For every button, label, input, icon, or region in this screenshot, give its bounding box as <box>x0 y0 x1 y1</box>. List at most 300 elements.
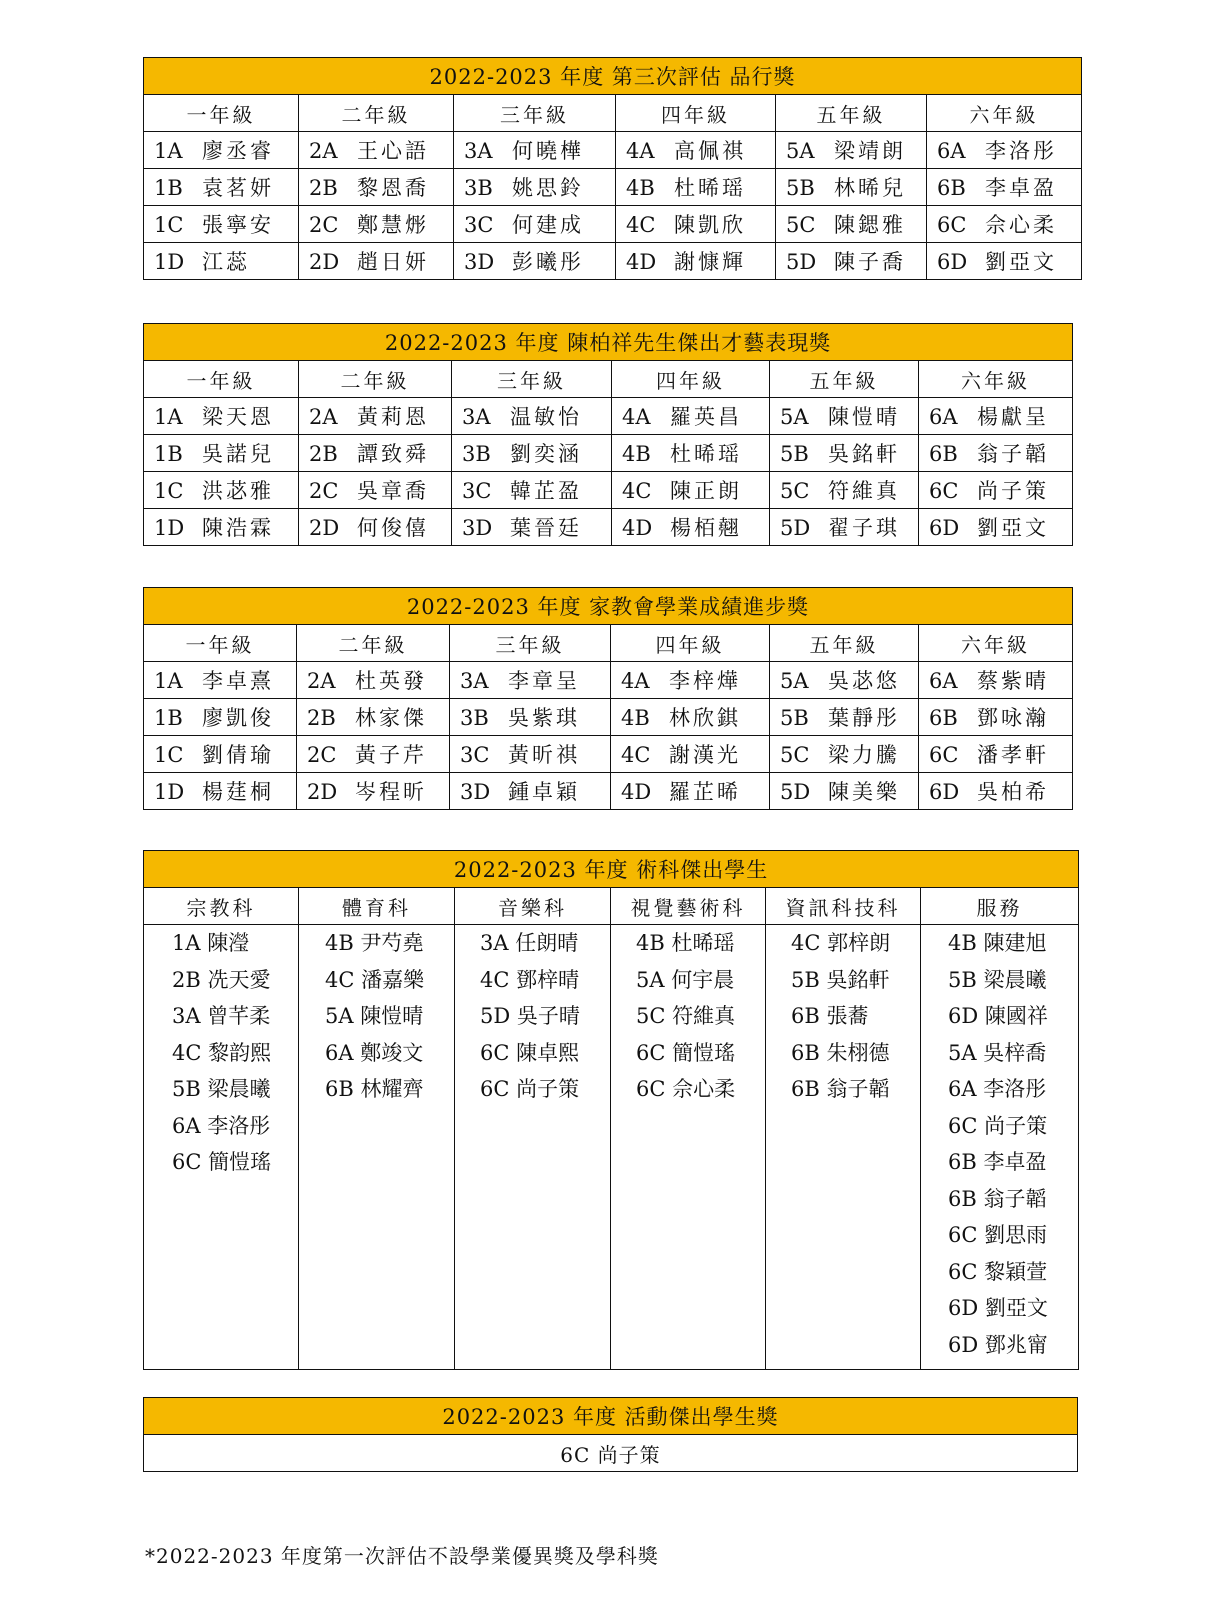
student-name: 吳諾兒 <box>202 442 274 466</box>
student-name: 劉奕涵 <box>510 442 582 466</box>
student-cell <box>144 169 299 206</box>
student-cell <box>616 132 776 169</box>
student-cell <box>299 509 452 546</box>
class-code: 2C <box>309 479 339 503</box>
table-row <box>144 773 1073 810</box>
footnote: *2022-2023 年度第一次評估不設學業優異獎及學科獎 <box>145 1544 659 1568</box>
student-cell <box>919 398 1073 435</box>
grade-header: 六年級 <box>919 361 1073 398</box>
class-code: 1C <box>154 213 184 237</box>
student-name: 尚子策 <box>977 479 1049 503</box>
class-code: 5B <box>780 706 809 730</box>
class-code: 1B <box>154 706 183 730</box>
subject-student: 6C 佘心柔 <box>636 1077 736 1101</box>
student-name: 葉晉廷 <box>510 516 582 540</box>
grade-header: 一年級 <box>144 361 299 398</box>
class-code: 3B <box>460 706 489 730</box>
class-code: 2B <box>307 706 336 730</box>
class-code: 4A <box>622 405 651 429</box>
table-title: 2022-2023 年度 活動傑出學生獎 <box>144 1398 1078 1435</box>
subject-student: 5A 吳梓喬 <box>948 1040 1047 1065</box>
class-code: 6A <box>937 139 966 163</box>
class-code: 5A <box>786 139 815 163</box>
grade-header: 六年級 <box>927 95 1082 132</box>
table-row <box>144 398 1073 435</box>
class-code: 5C <box>786 213 816 237</box>
class-code: 3C <box>460 743 490 767</box>
subject-header: 宗教科 <box>144 888 299 925</box>
class-code: 1C <box>154 743 184 767</box>
class-code: 3B <box>462 442 491 466</box>
student-name: 彭曦彤 <box>512 250 584 274</box>
subject-award-table <box>143 850 1079 1370</box>
grade-header: 三年級 <box>454 95 616 132</box>
subject-header: 體育科 <box>299 888 455 925</box>
student-cell <box>144 435 299 472</box>
table-row <box>144 662 1073 699</box>
table-row <box>144 472 1073 509</box>
student-cell <box>612 435 770 472</box>
student-name: 吳柏希 <box>977 780 1049 804</box>
table-title: 2022-2023 年度 術科傑出學生 <box>144 851 1079 888</box>
subject-student: 3A 任朗晴 <box>480 931 579 955</box>
student-name: 劉亞文 <box>977 516 1049 540</box>
student-name: 韓芷盈 <box>510 479 582 503</box>
student-name: 黃莉恩 <box>357 405 429 429</box>
student-cell <box>144 509 299 546</box>
class-code: 4D <box>626 250 657 274</box>
class-code: 5C <box>780 743 810 767</box>
student-cell <box>144 132 299 169</box>
grade-header: 五年級 <box>776 95 927 132</box>
class-code: 4C <box>626 213 656 237</box>
student-cell <box>454 132 616 169</box>
table-row <box>144 699 1073 736</box>
student-name: 劉倩瑜 <box>202 743 274 767</box>
student-cell <box>919 662 1073 699</box>
class-code: 1D <box>154 516 185 540</box>
class-code: 1D <box>154 250 185 274</box>
student-cell <box>299 243 454 280</box>
class-code: 6B <box>929 442 958 466</box>
student-cell <box>770 509 919 546</box>
student-cell <box>927 206 1082 243</box>
student-name: 蔡紫晴 <box>977 669 1049 693</box>
grade-header: 四年級 <box>616 95 776 132</box>
class-code: 5D <box>780 516 811 540</box>
student-name: 岑程昕 <box>355 780 427 804</box>
subject-student: 6A 李洛彤 <box>948 1077 1047 1101</box>
student-name: 何曉樺 <box>512 139 584 163</box>
class-code: 6D <box>929 780 960 804</box>
student-cell <box>299 472 452 509</box>
student-cell <box>919 509 1073 546</box>
student-name: 廖凱俊 <box>202 706 274 730</box>
student-cell <box>770 398 919 435</box>
student-name: 姚思鈴 <box>512 176 584 200</box>
student-name: 吳苾悠 <box>828 669 900 693</box>
student-name: 翟子琪 <box>828 516 900 540</box>
student-cell <box>776 243 927 280</box>
student-cell <box>927 243 1082 280</box>
table-row <box>144 736 1073 773</box>
activity-award-table <box>143 1397 1078 1472</box>
conduct-award-table <box>143 57 1082 280</box>
subject-student: 1A 陳瀅 <box>172 931 250 955</box>
student-name: 李卓熹 <box>202 669 274 693</box>
student-cell <box>299 169 454 206</box>
student-cell <box>770 699 919 736</box>
student-name: 江蕊 <box>202 250 250 274</box>
student-cell <box>776 206 927 243</box>
student-name: 羅英昌 <box>670 405 742 429</box>
student-name: 劉亞文 <box>985 250 1057 274</box>
student-name: 鄧咏瀚 <box>977 706 1049 730</box>
class-code: 3D <box>460 780 491 804</box>
grade-header: 三年級 <box>452 361 612 398</box>
class-code: 2A <box>307 669 336 693</box>
subject-student: 5B 梁晨曦 <box>948 967 1047 992</box>
subject-list <box>921 925 1079 1370</box>
subject-student: 4C 鄧梓晴 <box>480 967 580 992</box>
student-name: 林晞兒 <box>834 176 906 200</box>
student-cell <box>919 773 1073 810</box>
student-name: 黃子芹 <box>355 743 427 767</box>
subject-header: 音樂科 <box>455 888 611 925</box>
student-cell <box>616 206 776 243</box>
student-cell <box>927 169 1082 206</box>
subject-student: 5C 符維真 <box>636 1004 736 1028</box>
student-name: 譚致舜 <box>357 442 429 466</box>
subject-student: 5B 吳銘軒 <box>791 967 890 992</box>
class-code: 3D <box>462 516 493 540</box>
student-cell <box>616 243 776 280</box>
class-code: 3B <box>464 176 493 200</box>
student-cell <box>454 243 616 280</box>
student-cell <box>144 206 299 243</box>
subject-student: 5B 梁晨曦 <box>172 1077 271 1101</box>
student-name: 陳美樂 <box>828 780 900 804</box>
class-code: 5A <box>780 669 809 693</box>
student-name: 吳銘軒 <box>828 442 900 466</box>
class-code: 4B <box>621 706 650 730</box>
student-name: 佘心柔 <box>985 213 1057 237</box>
class-code: 2C <box>307 743 337 767</box>
student-cell <box>452 472 612 509</box>
student-name: 謝慷輝 <box>674 250 746 274</box>
grade-header: 二年級 <box>299 361 452 398</box>
class-code: 3D <box>464 250 495 274</box>
student-cell <box>144 773 297 810</box>
student-cell <box>919 435 1073 472</box>
student-cell <box>452 435 612 472</box>
subject-student: 6B 翁子韜 <box>791 1077 890 1101</box>
subject-student: 2B 冼天愛 <box>172 967 271 992</box>
grade-header: 三年級 <box>450 625 611 662</box>
student-cell <box>144 472 299 509</box>
subject-student: 6C 尚子策 <box>480 1077 580 1101</box>
student-cell <box>144 699 297 736</box>
class-code: 2D <box>307 780 338 804</box>
class-code: 2D <box>309 250 340 274</box>
class-code: 2D <box>309 516 340 540</box>
subject-student: 3A 曾芊柔 <box>172 1004 271 1028</box>
subject-header: 資訊科技科 <box>766 888 921 925</box>
student-name: 陳鍶雅 <box>834 213 906 237</box>
student-cell <box>454 169 616 206</box>
class-code: 5B <box>786 176 815 200</box>
table-row <box>144 169 1082 206</box>
class-code: 6B <box>929 706 958 730</box>
student-cell <box>299 398 452 435</box>
subject-student: 6D 陳國祥 <box>948 1004 1048 1028</box>
student-name: 李卓盈 <box>985 176 1057 200</box>
student-name: 林欣錤 <box>669 706 741 730</box>
class-code: 4A <box>621 669 650 693</box>
student-cell <box>612 509 770 546</box>
class-code: 5D <box>780 780 811 804</box>
class-code: 2C <box>309 213 339 237</box>
class-code: 4C <box>621 743 651 767</box>
activity-winner: 6C 尚子策 <box>144 1435 1078 1472</box>
subject-list <box>299 925 455 1370</box>
student-name: 廖丞睿 <box>202 139 274 163</box>
class-code: 4D <box>621 780 652 804</box>
student-cell <box>611 699 770 736</box>
class-code: 3A <box>464 139 493 163</box>
subject-student: 4B 杜晞瑶 <box>636 931 735 955</box>
student-name: 高佩祺 <box>674 139 746 163</box>
student-cell <box>299 132 454 169</box>
class-code: 3C <box>462 479 492 503</box>
class-code: 2B <box>309 442 338 466</box>
student-cell <box>297 773 450 810</box>
student-cell <box>612 472 770 509</box>
class-code: 2A <box>309 405 338 429</box>
student-name: 黎恩喬 <box>357 176 429 200</box>
student-name: 温敏怡 <box>510 405 582 429</box>
student-name: 李章呈 <box>508 669 580 693</box>
student-cell <box>299 435 452 472</box>
subject-student: 6D 劉亞文 <box>948 1296 1048 1320</box>
grade-header: 五年級 <box>770 625 919 662</box>
student-name: 洪苾雅 <box>202 479 274 503</box>
progress-award-table <box>143 587 1073 810</box>
student-cell <box>452 509 612 546</box>
grade-header: 一年級 <box>144 625 297 662</box>
student-cell <box>450 699 611 736</box>
subject-list <box>611 925 766 1370</box>
student-name: 鍾卓穎 <box>508 780 580 804</box>
subject-student: 6B 張蕎 <box>791 1004 869 1028</box>
table-title: 2022-2023 年度 第三次評估 品行獎 <box>144 58 1082 95</box>
subject-student: 6B 朱栩德 <box>791 1040 890 1065</box>
table-title: 2022-2023 年度 陳柏祥先生傑出才藝表現獎 <box>144 324 1073 361</box>
grade-header: 二年級 <box>297 625 450 662</box>
student-cell <box>612 398 770 435</box>
student-name: 梁力騰 <box>828 743 900 767</box>
class-code: 4B <box>626 176 655 200</box>
student-cell <box>144 662 297 699</box>
subject-student: 6B 林耀齊 <box>325 1077 424 1101</box>
subject-student: 6B 李卓盈 <box>948 1150 1047 1174</box>
student-cell <box>919 472 1073 509</box>
class-code: 1A <box>154 405 183 429</box>
subject-student: 6A 鄭竣文 <box>325 1040 424 1065</box>
student-cell <box>770 472 919 509</box>
class-code: 6B <box>937 176 966 200</box>
subject-student: 6C 劉思雨 <box>948 1223 1048 1247</box>
student-name: 陳凱欣 <box>674 213 746 237</box>
class-code: 5A <box>780 405 809 429</box>
student-name: 楊栢翹 <box>670 516 742 540</box>
student-name: 葉靜彤 <box>828 706 900 730</box>
student-name: 潘孝軒 <box>977 743 1049 767</box>
class-code: 1D <box>154 780 185 804</box>
subject-student: 4B 陳建旭 <box>948 931 1047 955</box>
student-cell <box>299 206 454 243</box>
class-code: 6D <box>937 250 968 274</box>
class-code: 2B <box>309 176 338 200</box>
class-code: 6C <box>929 743 959 767</box>
student-cell <box>919 699 1073 736</box>
student-name: 謝漢光 <box>669 743 741 767</box>
student-cell <box>770 662 919 699</box>
student-name: 翁子韜 <box>977 442 1049 466</box>
class-code: 1A <box>154 139 183 163</box>
grade-header: 五年級 <box>770 361 919 398</box>
subject-list <box>766 925 921 1370</box>
subject-student: 6C 簡愷瑤 <box>172 1150 272 1174</box>
subject-student: 5D 吳子晴 <box>480 1004 580 1028</box>
student-cell <box>611 736 770 773</box>
grade-header: 二年級 <box>299 95 454 132</box>
class-code: 5D <box>786 250 817 274</box>
subject-header: 服務 <box>921 888 1079 925</box>
class-code: 4B <box>622 442 651 466</box>
student-name: 楊莛桐 <box>202 780 274 804</box>
subject-student: 6B 翁子韜 <box>948 1186 1047 1211</box>
student-name: 黃昕祺 <box>508 743 580 767</box>
grade-header: 四年級 <box>612 361 770 398</box>
subject-student: 5A 陳愷晴 <box>325 1004 424 1028</box>
subject-student: 5A 何宇晨 <box>636 967 735 992</box>
student-cell <box>454 206 616 243</box>
student-cell <box>144 736 297 773</box>
class-code: 1B <box>154 176 183 200</box>
subject-student: 6C 簡愷瑤 <box>636 1040 736 1065</box>
class-code: 1A <box>154 669 183 693</box>
student-name: 楊獻呈 <box>977 405 1049 429</box>
student-name: 趙日妍 <box>357 250 429 274</box>
class-code: 6C <box>937 213 967 237</box>
class-code: 1C <box>154 479 184 503</box>
table-row <box>144 435 1073 472</box>
class-code: 2A <box>309 139 338 163</box>
class-code: 4A <box>626 139 655 163</box>
class-code: 3C <box>464 213 494 237</box>
student-name: 李洛彤 <box>985 139 1057 163</box>
subject-header: 視覺藝術科 <box>611 888 766 925</box>
student-name: 杜英發 <box>355 669 427 693</box>
student-name: 鄭慧烿 <box>357 213 429 237</box>
student-cell <box>450 662 611 699</box>
class-code: 3A <box>460 669 489 693</box>
class-code: 4C <box>622 479 652 503</box>
student-name: 何建成 <box>512 213 584 237</box>
subject-student: 6C 黎穎萱 <box>948 1259 1048 1284</box>
student-cell <box>919 736 1073 773</box>
table-row <box>144 243 1082 280</box>
class-code: 6A <box>929 405 958 429</box>
student-cell <box>297 662 450 699</box>
subject-student: 6D 鄧兆甯 <box>948 1332 1048 1357</box>
subject-student: 4B 尹芍堯 <box>325 931 424 955</box>
talent-award-table <box>143 323 1073 546</box>
grade-header: 六年級 <box>919 625 1073 662</box>
grade-header: 四年級 <box>611 625 770 662</box>
class-code: 6C <box>929 479 959 503</box>
student-cell <box>770 773 919 810</box>
class-code: 1B <box>154 442 183 466</box>
student-cell <box>616 169 776 206</box>
student-cell <box>297 699 450 736</box>
subject-list <box>455 925 611 1370</box>
class-code: 6A <box>929 669 958 693</box>
student-name: 李梓燁 <box>669 669 741 693</box>
student-cell <box>770 736 919 773</box>
student-cell <box>144 398 299 435</box>
student-name: 王心語 <box>357 139 429 163</box>
student-cell <box>611 773 770 810</box>
subject-student: 4C 潘嘉樂 <box>325 967 425 992</box>
subject-student: 6C 陳卓熙 <box>480 1040 580 1065</box>
student-cell <box>452 398 612 435</box>
table-title: 2022-2023 年度 家教會學業成績進步獎 <box>144 588 1073 625</box>
student-name: 張寧安 <box>202 213 274 237</box>
student-cell <box>611 662 770 699</box>
class-code: 5B <box>780 442 809 466</box>
student-name: 吳紫琪 <box>508 706 580 730</box>
student-name: 符維真 <box>828 479 900 503</box>
student-name: 陳子喬 <box>834 250 906 274</box>
student-cell <box>144 243 299 280</box>
student-name: 梁靖朗 <box>834 139 906 163</box>
student-name: 杜晞瑶 <box>670 442 742 466</box>
student-name: 杜晞瑶 <box>674 176 746 200</box>
subject-list <box>144 925 299 1370</box>
student-name: 何俊僖 <box>357 516 429 540</box>
class-code: 6D <box>929 516 960 540</box>
student-cell <box>450 736 611 773</box>
subject-student: 4C 黎韵熙 <box>172 1040 272 1065</box>
class-code: 3A <box>462 405 491 429</box>
student-name: 林家傑 <box>355 706 427 730</box>
table-row <box>144 509 1073 546</box>
subject-student: 6C 尚子策 <box>948 1113 1048 1138</box>
student-cell <box>450 773 611 810</box>
subject-student: 4C 郭梓朗 <box>791 931 891 955</box>
student-cell <box>297 736 450 773</box>
table-row <box>144 132 1082 169</box>
subject-student: 6A 李洛彤 <box>172 1113 271 1138</box>
grade-header: 一年級 <box>144 95 299 132</box>
student-name: 袁茗妍 <box>202 176 274 200</box>
student-name: 陳正朗 <box>670 479 742 503</box>
student-name: 吳章喬 <box>357 479 429 503</box>
student-cell <box>927 132 1082 169</box>
student-name: 陳愷晴 <box>828 405 900 429</box>
